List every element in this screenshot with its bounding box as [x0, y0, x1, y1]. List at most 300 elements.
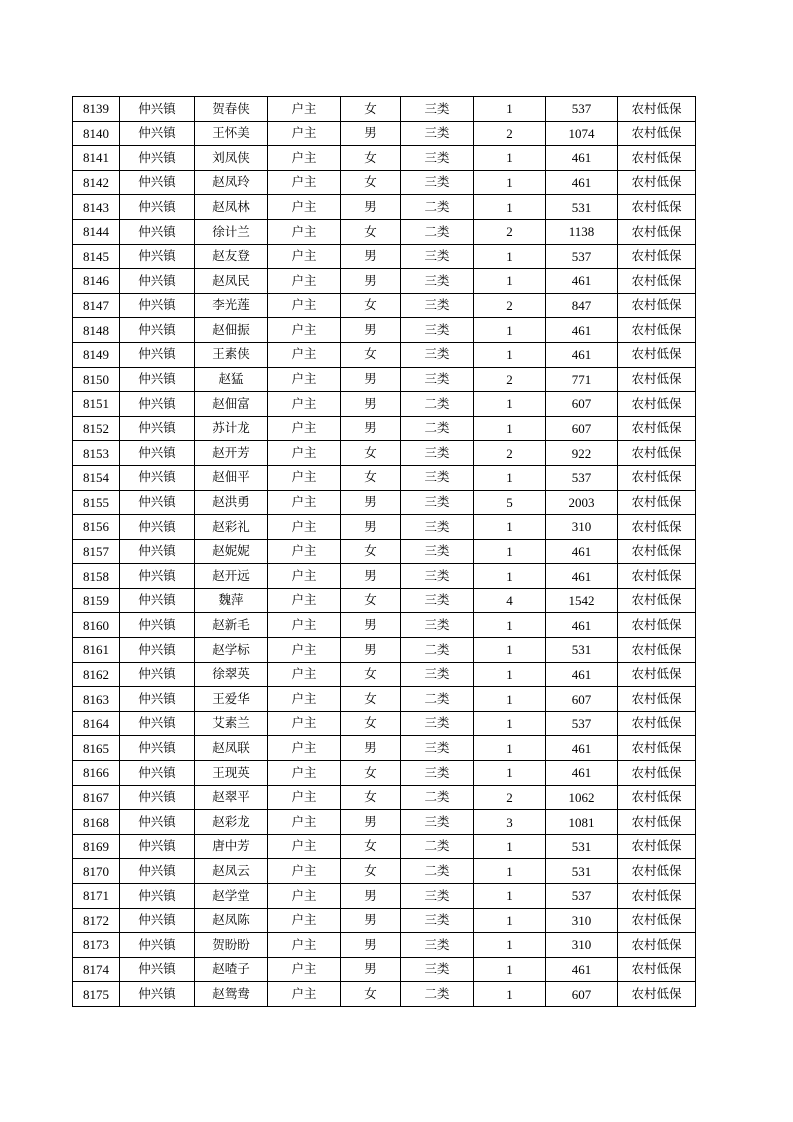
town-cell: 仲兴镇 — [120, 367, 195, 392]
town-cell: 仲兴镇 — [120, 97, 195, 122]
household-size-cell: 1 — [474, 933, 546, 958]
serial-number-cell: 8155 — [73, 490, 120, 515]
table-row — [73, 441, 696, 466]
category-cell: 三类 — [401, 588, 474, 613]
category-cell: 二类 — [401, 785, 474, 810]
assistance-type-cell: 农村低保 — [618, 834, 696, 859]
town-cell: 仲兴镇 — [120, 859, 195, 884]
table-row — [73, 810, 696, 835]
assistance-type-cell: 农村低保 — [618, 539, 696, 564]
table-row — [73, 957, 696, 982]
assistance-type-cell: 农村低保 — [618, 170, 696, 195]
category-cell: 三类 — [401, 269, 474, 294]
category-cell: 二类 — [401, 195, 474, 220]
household-size-cell: 2 — [474, 785, 546, 810]
table-row — [73, 785, 696, 810]
town-cell: 仲兴镇 — [120, 342, 195, 367]
table-row — [73, 146, 696, 171]
name-cell: 赵佃富 — [195, 392, 268, 417]
category-cell: 三类 — [401, 564, 474, 589]
household-size-cell: 3 — [474, 810, 546, 835]
assistance-type-cell: 农村低保 — [618, 859, 696, 884]
relation-cell: 户主 — [268, 318, 341, 343]
name-cell: 赵新毛 — [195, 613, 268, 638]
table-row — [73, 908, 696, 933]
serial-number-cell: 8173 — [73, 933, 120, 958]
relation-cell: 户主 — [268, 761, 341, 786]
assistance-type-cell: 农村低保 — [618, 392, 696, 417]
household-size-cell: 1 — [474, 884, 546, 909]
table-row — [73, 982, 696, 1007]
assistance-type-cell: 农村低保 — [618, 195, 696, 220]
assistance-type-cell: 农村低保 — [618, 318, 696, 343]
household-size-cell: 1 — [474, 736, 546, 761]
relation-cell: 户主 — [268, 957, 341, 982]
amount-cell: 607 — [546, 982, 618, 1007]
name-cell: 赵友登 — [195, 244, 268, 269]
serial-number-cell: 8148 — [73, 318, 120, 343]
household-size-cell: 2 — [474, 367, 546, 392]
amount-cell: 461 — [546, 170, 618, 195]
table-row — [73, 761, 696, 786]
household-size-cell: 1 — [474, 613, 546, 638]
household-size-cell: 2 — [474, 441, 546, 466]
name-cell: 赵彩礼 — [195, 515, 268, 540]
gender-cell: 女 — [341, 539, 401, 564]
town-cell: 仲兴镇 — [120, 490, 195, 515]
category-cell: 三类 — [401, 613, 474, 638]
relation-cell: 户主 — [268, 908, 341, 933]
gender-cell: 男 — [341, 638, 401, 663]
category-cell: 三类 — [401, 539, 474, 564]
household-size-cell: 1 — [474, 859, 546, 884]
serial-number-cell: 8144 — [73, 219, 120, 244]
table-row — [73, 170, 696, 195]
relation-cell: 户主 — [268, 687, 341, 712]
name-cell: 王现英 — [195, 761, 268, 786]
table-row — [73, 539, 696, 564]
table-row — [73, 662, 696, 687]
town-cell: 仲兴镇 — [120, 687, 195, 712]
town-cell: 仲兴镇 — [120, 834, 195, 859]
gender-cell: 男 — [341, 957, 401, 982]
relation-cell: 户主 — [268, 269, 341, 294]
name-cell: 赵佃振 — [195, 318, 268, 343]
serial-number-cell: 8159 — [73, 588, 120, 613]
relation-cell: 户主 — [268, 588, 341, 613]
assistance-type-cell: 农村低保 — [618, 564, 696, 589]
town-cell: 仲兴镇 — [120, 736, 195, 761]
relation-cell: 户主 — [268, 662, 341, 687]
name-cell: 赵佃平 — [195, 465, 268, 490]
category-cell: 三类 — [401, 736, 474, 761]
town-cell: 仲兴镇 — [120, 588, 195, 613]
amount-cell: 607 — [546, 687, 618, 712]
serial-number-cell: 8157 — [73, 539, 120, 564]
town-cell: 仲兴镇 — [120, 564, 195, 589]
name-cell: 赵洪勇 — [195, 490, 268, 515]
amount-cell: 771 — [546, 367, 618, 392]
household-size-cell: 5 — [474, 490, 546, 515]
gender-cell: 男 — [341, 613, 401, 638]
gender-cell: 女 — [341, 146, 401, 171]
amount-cell: 847 — [546, 293, 618, 318]
town-cell: 仲兴镇 — [120, 318, 195, 343]
relation-cell: 户主 — [268, 638, 341, 663]
serial-number-cell: 8152 — [73, 416, 120, 441]
town-cell: 仲兴镇 — [120, 244, 195, 269]
name-cell: 赵学堂 — [195, 884, 268, 909]
category-cell: 三类 — [401, 933, 474, 958]
household-size-cell: 1 — [474, 539, 546, 564]
assistance-type-cell: 农村低保 — [618, 662, 696, 687]
relation-cell: 户主 — [268, 367, 341, 392]
town-cell: 仲兴镇 — [120, 957, 195, 982]
table-row — [73, 219, 696, 244]
gender-cell: 女 — [341, 859, 401, 884]
gender-cell: 男 — [341, 810, 401, 835]
assistance-type-cell: 农村低保 — [618, 908, 696, 933]
amount-cell: 1074 — [546, 121, 618, 146]
category-cell: 二类 — [401, 982, 474, 1007]
table-row — [73, 195, 696, 220]
relation-cell: 户主 — [268, 441, 341, 466]
category-cell: 三类 — [401, 761, 474, 786]
amount-cell: 537 — [546, 711, 618, 736]
table-row — [73, 97, 696, 122]
town-cell: 仲兴镇 — [120, 293, 195, 318]
gender-cell: 男 — [341, 490, 401, 515]
town-cell: 仲兴镇 — [120, 170, 195, 195]
serial-number-cell: 8165 — [73, 736, 120, 761]
town-cell: 仲兴镇 — [120, 416, 195, 441]
serial-number-cell: 8161 — [73, 638, 120, 663]
serial-number-cell: 8140 — [73, 121, 120, 146]
relation-cell: 户主 — [268, 342, 341, 367]
amount-cell: 531 — [546, 859, 618, 884]
relation-cell: 户主 — [268, 711, 341, 736]
name-cell: 赵妮妮 — [195, 539, 268, 564]
serial-number-cell: 8139 — [73, 97, 120, 122]
name-cell: 赵学标 — [195, 638, 268, 663]
serial-number-cell: 8145 — [73, 244, 120, 269]
category-cell: 三类 — [401, 170, 474, 195]
town-cell: 仲兴镇 — [120, 761, 195, 786]
amount-cell: 461 — [546, 957, 618, 982]
assistance-type-cell: 农村低保 — [618, 146, 696, 171]
amount-cell: 531 — [546, 638, 618, 663]
serial-number-cell: 8164 — [73, 711, 120, 736]
assistance-type-cell: 农村低保 — [618, 490, 696, 515]
name-cell: 王素侠 — [195, 342, 268, 367]
town-cell: 仲兴镇 — [120, 810, 195, 835]
name-cell: 赵凤陈 — [195, 908, 268, 933]
household-size-cell: 1 — [474, 416, 546, 441]
household-size-cell: 1 — [474, 638, 546, 663]
assistance-type-cell: 农村低保 — [618, 367, 696, 392]
assistance-type-cell: 农村低保 — [618, 982, 696, 1007]
table-row — [73, 588, 696, 613]
serial-number-cell: 8156 — [73, 515, 120, 540]
serial-number-cell: 8166 — [73, 761, 120, 786]
name-cell: 徐计兰 — [195, 219, 268, 244]
assistance-type-cell: 农村低保 — [618, 416, 696, 441]
relation-cell: 户主 — [268, 810, 341, 835]
serial-number-cell: 8170 — [73, 859, 120, 884]
town-cell: 仲兴镇 — [120, 638, 195, 663]
name-cell: 艾素兰 — [195, 711, 268, 736]
relation-cell: 户主 — [268, 293, 341, 318]
table-row — [73, 613, 696, 638]
relation-cell: 户主 — [268, 785, 341, 810]
assistance-type-cell: 农村低保 — [618, 711, 696, 736]
relation-cell: 户主 — [268, 515, 341, 540]
table-row — [73, 711, 696, 736]
name-cell: 赵彩龙 — [195, 810, 268, 835]
serial-number-cell: 8171 — [73, 884, 120, 909]
gender-cell: 男 — [341, 269, 401, 294]
name-cell: 刘凤侠 — [195, 146, 268, 171]
household-size-cell: 1 — [474, 465, 546, 490]
serial-number-cell: 8151 — [73, 392, 120, 417]
amount-cell: 607 — [546, 416, 618, 441]
town-cell: 仲兴镇 — [120, 269, 195, 294]
gender-cell: 男 — [341, 367, 401, 392]
household-size-cell: 1 — [474, 392, 546, 417]
name-cell: 贺盼盼 — [195, 933, 268, 958]
household-size-cell: 2 — [474, 219, 546, 244]
gender-cell: 女 — [341, 441, 401, 466]
serial-number-cell: 8143 — [73, 195, 120, 220]
gender-cell: 男 — [341, 933, 401, 958]
category-cell: 三类 — [401, 342, 474, 367]
category-cell: 三类 — [401, 293, 474, 318]
table-row — [73, 638, 696, 663]
amount-cell: 531 — [546, 195, 618, 220]
household-size-cell: 1 — [474, 982, 546, 1007]
serial-number-cell: 8160 — [73, 613, 120, 638]
amount-cell: 310 — [546, 515, 618, 540]
town-cell: 仲兴镇 — [120, 884, 195, 909]
table-row — [73, 490, 696, 515]
assistance-type-cell: 农村低保 — [618, 465, 696, 490]
category-cell: 二类 — [401, 687, 474, 712]
assistance-type-cell: 农村低保 — [618, 957, 696, 982]
table-row — [73, 834, 696, 859]
household-size-cell: 1 — [474, 195, 546, 220]
gender-cell: 男 — [341, 884, 401, 909]
relation-cell: 户主 — [268, 834, 341, 859]
serial-number-cell: 8153 — [73, 441, 120, 466]
gender-cell: 女 — [341, 219, 401, 244]
household-size-cell: 1 — [474, 244, 546, 269]
table-row — [73, 736, 696, 761]
name-cell: 赵凤林 — [195, 195, 268, 220]
town-cell: 仲兴镇 — [120, 392, 195, 417]
assistance-type-cell: 农村低保 — [618, 244, 696, 269]
assistance-type-cell: 农村低保 — [618, 342, 696, 367]
household-size-cell: 1 — [474, 662, 546, 687]
serial-number-cell: 8147 — [73, 293, 120, 318]
gender-cell: 男 — [341, 392, 401, 417]
gender-cell: 女 — [341, 662, 401, 687]
amount-cell: 537 — [546, 97, 618, 122]
category-cell: 二类 — [401, 392, 474, 417]
serial-number-cell: 8146 — [73, 269, 120, 294]
name-cell: 徐翠英 — [195, 662, 268, 687]
gender-cell: 男 — [341, 195, 401, 220]
gender-cell: 女 — [341, 97, 401, 122]
serial-number-cell: 8150 — [73, 367, 120, 392]
relation-cell: 户主 — [268, 416, 341, 441]
assistance-type-cell: 农村低保 — [618, 97, 696, 122]
table-row — [73, 515, 696, 540]
household-size-cell: 1 — [474, 342, 546, 367]
amount-cell: 461 — [546, 342, 618, 367]
assistance-type-cell: 农村低保 — [618, 121, 696, 146]
assistance-type-cell: 农村低保 — [618, 293, 696, 318]
serial-number-cell: 8175 — [73, 982, 120, 1007]
relation-cell: 户主 — [268, 392, 341, 417]
name-cell: 赵喳子 — [195, 957, 268, 982]
town-cell: 仲兴镇 — [120, 195, 195, 220]
gender-cell: 女 — [341, 588, 401, 613]
relation-cell: 户主 — [268, 170, 341, 195]
relation-cell: 户主 — [268, 933, 341, 958]
amount-cell: 461 — [546, 539, 618, 564]
serial-number-cell: 8168 — [73, 810, 120, 835]
amount-cell: 461 — [546, 146, 618, 171]
amount-cell: 537 — [546, 465, 618, 490]
category-cell: 三类 — [401, 490, 474, 515]
relation-cell: 户主 — [268, 884, 341, 909]
relation-cell: 户主 — [268, 146, 341, 171]
household-size-cell: 1 — [474, 687, 546, 712]
name-cell: 王爱华 — [195, 687, 268, 712]
amount-cell: 2003 — [546, 490, 618, 515]
household-size-cell: 1 — [474, 515, 546, 540]
amount-cell: 461 — [546, 736, 618, 761]
amount-cell: 537 — [546, 884, 618, 909]
town-cell: 仲兴镇 — [120, 146, 195, 171]
amount-cell: 531 — [546, 834, 618, 859]
amount-cell: 461 — [546, 662, 618, 687]
household-size-cell: 1 — [474, 318, 546, 343]
town-cell: 仲兴镇 — [120, 982, 195, 1007]
household-size-cell: 2 — [474, 293, 546, 318]
table-row — [73, 342, 696, 367]
gender-cell: 女 — [341, 711, 401, 736]
category-cell: 三类 — [401, 662, 474, 687]
assistance-type-cell: 农村低保 — [618, 933, 696, 958]
town-cell: 仲兴镇 — [120, 441, 195, 466]
category-cell: 二类 — [401, 416, 474, 441]
relation-cell: 户主 — [268, 219, 341, 244]
name-cell: 贺春侠 — [195, 97, 268, 122]
relation-cell: 户主 — [268, 539, 341, 564]
assistance-type-cell: 农村低保 — [618, 219, 696, 244]
gender-cell: 女 — [341, 465, 401, 490]
serial-number-cell: 8163 — [73, 687, 120, 712]
relation-cell: 户主 — [268, 736, 341, 761]
name-cell: 赵凤联 — [195, 736, 268, 761]
table-row — [73, 933, 696, 958]
assistance-type-cell: 农村低保 — [618, 613, 696, 638]
gender-cell: 男 — [341, 244, 401, 269]
table-row — [73, 244, 696, 269]
amount-cell: 310 — [546, 908, 618, 933]
assistance-type-cell: 农村低保 — [618, 884, 696, 909]
assistance-type-cell: 农村低保 — [618, 638, 696, 663]
serial-number-cell: 8141 — [73, 146, 120, 171]
relation-cell: 户主 — [268, 490, 341, 515]
category-cell: 三类 — [401, 367, 474, 392]
gender-cell: 男 — [341, 318, 401, 343]
gender-cell: 男 — [341, 736, 401, 761]
gender-cell: 女 — [341, 761, 401, 786]
category-cell: 三类 — [401, 465, 474, 490]
serial-number-cell: 8162 — [73, 662, 120, 687]
gender-cell: 男 — [341, 121, 401, 146]
amount-cell: 537 — [546, 244, 618, 269]
amount-cell: 461 — [546, 564, 618, 589]
name-cell: 唐中芳 — [195, 834, 268, 859]
category-cell: 二类 — [401, 834, 474, 859]
table-row — [73, 564, 696, 589]
gender-cell: 男 — [341, 564, 401, 589]
amount-cell: 461 — [546, 761, 618, 786]
gender-cell: 女 — [341, 342, 401, 367]
table-row — [73, 367, 696, 392]
name-cell: 赵开远 — [195, 564, 268, 589]
name-cell: 赵鸳鸯 — [195, 982, 268, 1007]
household-size-cell: 1 — [474, 908, 546, 933]
serial-number-cell: 8172 — [73, 908, 120, 933]
table-row — [73, 269, 696, 294]
serial-number-cell: 8174 — [73, 957, 120, 982]
table-row — [73, 687, 696, 712]
gender-cell: 女 — [341, 834, 401, 859]
name-cell: 赵猛 — [195, 367, 268, 392]
town-cell: 仲兴镇 — [120, 662, 195, 687]
serial-number-cell: 8154 — [73, 465, 120, 490]
category-cell: 三类 — [401, 441, 474, 466]
category-cell: 二类 — [401, 638, 474, 663]
name-cell: 赵凤云 — [195, 859, 268, 884]
town-cell: 仲兴镇 — [120, 785, 195, 810]
amount-cell: 1062 — [546, 785, 618, 810]
serial-number-cell: 8142 — [73, 170, 120, 195]
gender-cell: 男 — [341, 515, 401, 540]
gender-cell: 女 — [341, 785, 401, 810]
serial-number-cell: 8169 — [73, 834, 120, 859]
gender-cell: 男 — [341, 908, 401, 933]
amount-cell: 461 — [546, 613, 618, 638]
table-row — [73, 392, 696, 417]
category-cell: 三类 — [401, 957, 474, 982]
town-cell: 仲兴镇 — [120, 613, 195, 638]
table-row — [73, 318, 696, 343]
household-size-cell: 1 — [474, 957, 546, 982]
amount-cell: 1542 — [546, 588, 618, 613]
assistance-type-cell: 农村低保 — [618, 515, 696, 540]
assistance-type-cell: 农村低保 — [618, 441, 696, 466]
records-table-body — [73, 97, 696, 1007]
table-row — [73, 293, 696, 318]
household-size-cell: 1 — [474, 97, 546, 122]
town-cell: 仲兴镇 — [120, 219, 195, 244]
amount-cell: 1081 — [546, 810, 618, 835]
